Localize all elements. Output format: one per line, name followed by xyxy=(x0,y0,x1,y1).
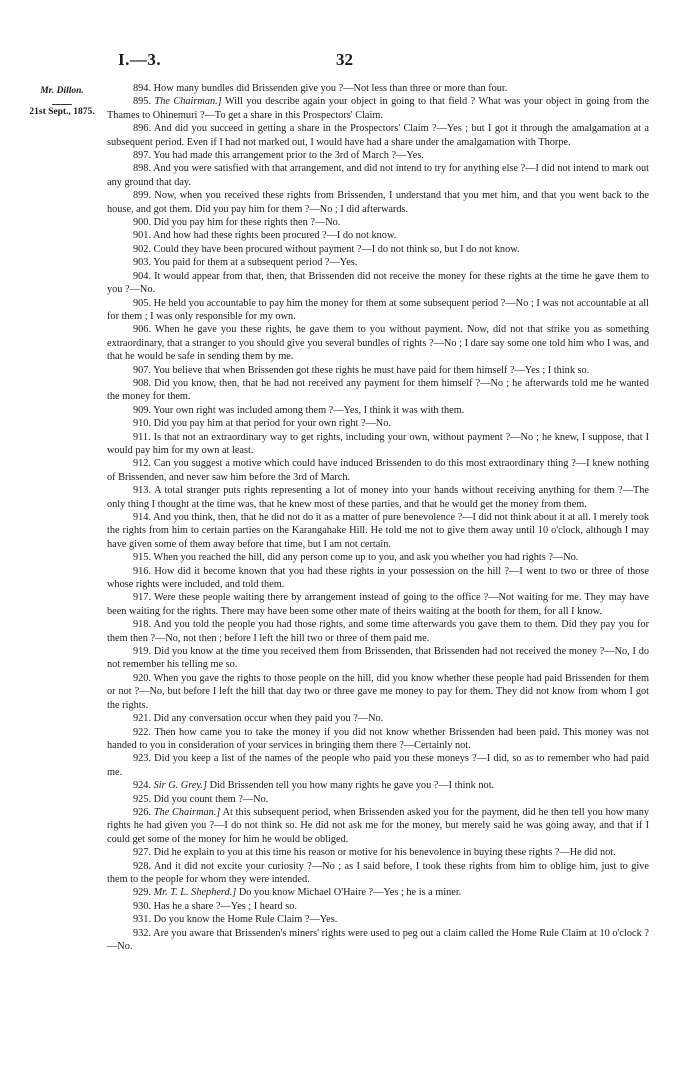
question-paragraph xyxy=(107,417,649,430)
question-number: 910. xyxy=(133,418,152,430)
question-number: 928. xyxy=(133,860,152,872)
question-text: And you were satisfied with that arrangement, and did not intend to try for anything else ?—I did not intend to mark out any ground that day. xyxy=(107,163,649,188)
question-paragraph xyxy=(107,82,649,95)
question-paragraph xyxy=(107,927,649,954)
question-paragraph xyxy=(107,752,649,779)
question-paragraph xyxy=(107,900,649,913)
question-text: Will you describe again your object in going to that field ? What was your object in going from the Thames to Ohinemuri ?—To get a share in this Prospectors' Claim. xyxy=(107,96,650,121)
question-paragraph xyxy=(107,122,649,149)
question-paragraph xyxy=(107,297,649,324)
question-number: 908. xyxy=(133,377,152,389)
question-text: Did you know at the time you received them from Brissenden, that Brissenden had not received the money ?—No, I do not remember his telling me so. xyxy=(107,646,650,671)
question-paragraph xyxy=(107,431,649,458)
question-number: 914. xyxy=(133,512,152,523)
question-number: 909. xyxy=(133,404,152,416)
question-number: 917. xyxy=(133,592,152,604)
question-number: 919. xyxy=(133,646,152,658)
question-paragraph xyxy=(107,846,649,859)
question-text: Did you keep a list of the names of the people who paid you these moneys ?—I did, so as to remember who had paid me. xyxy=(107,753,649,778)
question-paragraph xyxy=(107,511,649,551)
question-text: When you reached the hill, did any person come up to you, and ask you whether you had rights ?—No. xyxy=(153,552,579,564)
question-number: 930. xyxy=(133,900,152,912)
question-paragraph xyxy=(107,256,649,269)
question-paragraph xyxy=(107,793,649,806)
question-number: 918. xyxy=(133,619,152,631)
question-text: And you told the people you had those rights, and some time afterwards you gave them to them. Did they pay you for them then ?—No, not then ; before I left the hill two or three of them paid me. xyxy=(107,619,649,644)
question-paragraph xyxy=(107,913,649,926)
question-text: Do you know Michael O'Haire ?—Yes ; he is a miner. xyxy=(238,887,462,899)
question-text: Do you know the Home Rule Claim ?—Yes. xyxy=(153,914,338,926)
question-paragraph xyxy=(107,860,649,887)
speaker-label: The Chairman.] xyxy=(154,96,222,108)
question-number: 898. xyxy=(133,163,152,175)
question-number: 912. xyxy=(133,458,152,470)
question-number: 903. xyxy=(133,257,152,269)
question-text: Has he a share ?—Yes ; I heard so. xyxy=(153,900,297,912)
question-text: Then how came you to take the money if you did not know whether Brissenden had been paid. This money was not handed to you in consideration of your services in bringing them there ?—Certainly not. xyxy=(107,726,649,751)
question-text: When you gave the rights to those people on the hill, did you know whether these people had paid Brissenden for them or not ?—No, but before I left the hill that day two or three gave me money to pay for them. They did not know from whom I got the rights. xyxy=(107,672,649,711)
question-number: 901. xyxy=(133,230,152,242)
question-number: 900. xyxy=(133,217,152,229)
transcript-body xyxy=(107,82,649,953)
question-text: Now, when you received these rights from Brissenden, I understand that you met him, and that you went back to the house, and got them. Did you pay him for them ?—No ; I did afterwards. xyxy=(107,190,649,215)
question-number: 894. xyxy=(133,83,152,94)
question-number: 905. xyxy=(133,297,152,309)
question-text: Did you pay him at that period for your own right ?—No. xyxy=(153,418,391,430)
question-paragraph xyxy=(107,618,649,645)
question-text: He held you accountable to pay him the money for them at some subsequent period ?—No ; I was not accountable at all for them ; I was only responsible for my own. xyxy=(107,297,650,322)
question-paragraph xyxy=(107,712,649,725)
question-text: You paid for them at a subsequent period ?—Yes. xyxy=(153,257,358,269)
question-number: 931. xyxy=(133,914,152,926)
question-paragraph xyxy=(107,162,649,189)
question-paragraph xyxy=(107,551,649,564)
question-number: 921. xyxy=(133,713,152,725)
margin-speaker: Mr. Dillon. xyxy=(40,86,84,96)
question-text: Your own right was included among them ?—Yes, I think it was with them. xyxy=(153,404,465,416)
question-paragraph xyxy=(107,364,649,377)
question-text: And you think, then, that he did not do it as a matter of pure benevolence ?—I did not think about it at all. I merely took the rights from him to certain parties on the Karangahake Hill. He told me not to give them away until 10 o'clock, although I may have given some of them away before that time, but I am not certain. xyxy=(107,512,650,550)
margin-note xyxy=(18,85,106,120)
question-paragraph xyxy=(107,484,649,511)
question-text: Did he explain to you at this time his reason or motive for his benevolence in buying these rights ?—He did not. xyxy=(153,847,616,859)
question-paragraph xyxy=(107,726,649,753)
question-text: Did you pay him for these rights then ?—No. xyxy=(153,217,341,229)
question-paragraph xyxy=(107,189,649,216)
question-number: 932. xyxy=(133,927,152,939)
question-paragraph xyxy=(107,779,649,792)
question-number: 922. xyxy=(133,726,152,738)
speaker-label: Mr. T. L. Shepherd.] xyxy=(153,887,237,899)
question-text: You had made this arrangement prior to the 3rd of March ?—Yes. xyxy=(153,150,424,162)
question-number: 906. xyxy=(133,324,152,336)
question-number: 925. xyxy=(133,793,152,805)
question-text: When he gave you these rights, he gave them to you without payment. Now, did not that strike you as something extraordinary, that a stranger to you should give you several bundles of rights ?—No ; I dare say some one told him who I was, and that he would be safe in sending them by me. xyxy=(107,324,649,363)
question-paragraph xyxy=(107,377,649,404)
question-text: A total stranger puts rights representing a lot of money into your hands without receiving anything for them ?—The only thing I thought at the time was, that he knew most of these parties, and that he would get the money from them. xyxy=(107,485,649,510)
question-paragraph xyxy=(107,404,649,417)
question-text: And did you succeed in getting a share in the Prospectors' Claim ?—Yes ; but I got it through the amalgamation at a subsequent period. Even if I had not marked out, I would have had a share under the amalgamation with Thorpe. xyxy=(107,123,649,148)
question-number: 899. xyxy=(133,190,152,202)
question-number: 895. xyxy=(133,96,152,108)
question-text: Are you aware that Brissenden's miners' rights were used to peg out a claim called the Home Rule Claim at 10 o'clock ?—No. xyxy=(107,927,649,952)
question-paragraph xyxy=(107,95,649,122)
question-number: 926. xyxy=(133,806,152,818)
question-number: 923. xyxy=(133,753,152,765)
question-paragraph xyxy=(107,270,649,297)
question-text: It would appear from that, then, that Brissenden did not receive the money for these rights at the time he gave them to you ?—No. xyxy=(107,270,649,296)
question-text: Is that not an extraordinary way to get rights, including your own, without payment ?—No ; he knew, I suppose, that I would pay him for my own at least. xyxy=(107,431,649,456)
question-number: 927. xyxy=(133,847,152,859)
paper-reference: I.—3. xyxy=(118,50,162,69)
question-paragraph xyxy=(107,672,649,712)
question-number: 896. xyxy=(133,123,152,135)
question-number: 904. xyxy=(133,270,152,282)
question-paragraph xyxy=(107,591,649,618)
margin-divider xyxy=(52,104,72,105)
question-paragraph xyxy=(107,645,649,672)
question-paragraph xyxy=(107,565,649,592)
question-text: How did it become known that you had these rights in your possession on the hill ?—I went to two or three of those whose rights were included, and told them. xyxy=(107,565,649,591)
question-text: You believe that when Brissenden got these rights he must have paid for them himself ?—Yes ; I think so. xyxy=(153,364,590,376)
question-number: 897. xyxy=(133,150,152,162)
question-paragraph xyxy=(107,243,649,256)
question-text: And how had these rights been procured ?—I do not know. xyxy=(153,230,397,242)
question-text: Did you know, then, that he had not received any payment for them himself ?—No ; he afterwards told me he wanted the money for them. xyxy=(107,377,649,403)
speaker-label: Sir G. Grey.] xyxy=(153,780,207,792)
question-number: 911. xyxy=(133,431,151,443)
question-text: Can you suggest a motive which could have induced Brissenden to do this most extraordinary thing ?—I knew nothing of Brissenden, and never saw him before the 3rd of March. xyxy=(107,458,649,483)
speaker-label: The Chairman.] xyxy=(153,806,221,818)
question-paragraph xyxy=(107,806,649,846)
question-number: 916. xyxy=(133,565,152,577)
question-number: 929. xyxy=(133,887,152,899)
question-text: And it did not excite your curiosity ?—No ; as I said before, I took these rights from him to oblige him, just to give them to the people for whom they were intended. xyxy=(107,860,649,885)
question-number: 924. xyxy=(133,780,152,792)
question-text: How many bundles did Brissenden give you ?—Not less than three or more than four. xyxy=(153,83,508,94)
question-text: Did Brissenden tell you how many rights he gave you ?—I think not. xyxy=(209,780,495,792)
question-number: 913. xyxy=(133,485,152,497)
question-number: 915. xyxy=(133,552,152,564)
question-number: 920. xyxy=(133,672,152,684)
question-text: At this subsequent period, when Brissenden asked you for the payment, did he then tell you how many rights he had given you ?—I do not think so. He did not ask me for the money, but merely said he was going away, and that if I could get some of the money for him he would be obliged. xyxy=(107,806,650,845)
question-paragraph xyxy=(107,229,649,242)
margin-date: 21st Sept., 1875. xyxy=(29,107,95,118)
question-number: 902. xyxy=(133,243,152,255)
question-number: 907. xyxy=(133,364,152,376)
question-text: Did any conversation occur when they paid you ?—No. xyxy=(153,713,384,725)
question-text: Did you count them ?—No. xyxy=(153,793,269,805)
question-paragraph xyxy=(107,149,649,162)
question-paragraph xyxy=(107,216,649,229)
question-paragraph xyxy=(107,457,649,484)
question-text: Were these people waiting there by arrangement instead of going to the office ?—Not waiting for me. They may have been waiting for the rights. There may have been some other mate of theirs waiting at the booth for them, for all I know. xyxy=(107,592,649,617)
question-paragraph xyxy=(107,323,649,363)
question-text: Could they have been procured without payment ?—I do not think so, but I do not know. xyxy=(153,243,520,255)
question-paragraph xyxy=(107,886,649,899)
page-number: 32 xyxy=(336,50,353,69)
